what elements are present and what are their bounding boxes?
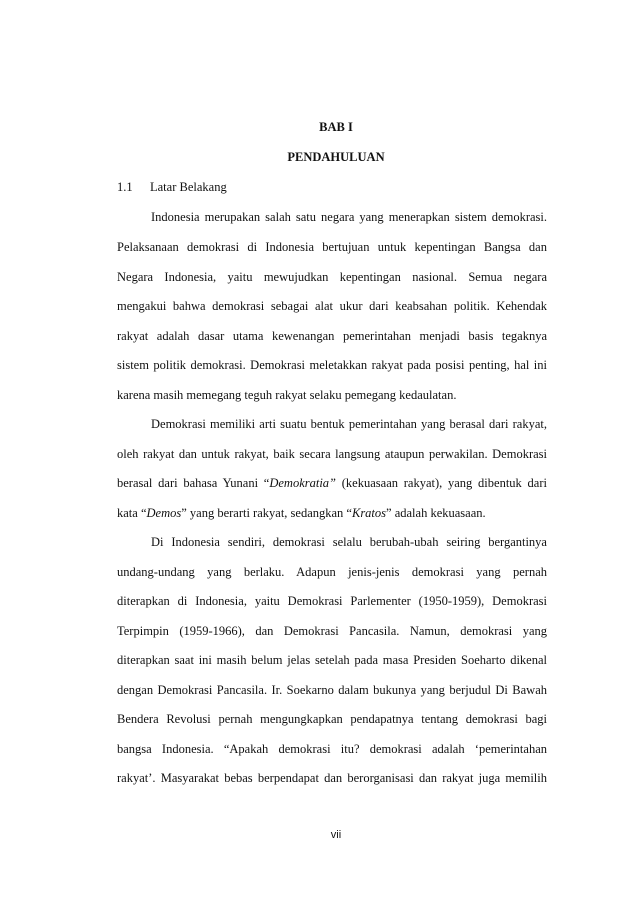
paragraph-3-line-5: diterapkan saat ini masih belum jelas setelah pada masa Presiden Soeharto dikenal [117,653,547,667]
paragraph-1-line-1: Indonesia merupakan salah satu negara yang menerapkan sistem demokrasi. [151,210,547,224]
chapter-heading: BAB I [319,120,353,134]
paragraph-2-line-1: Demokrasi memiliki arti suatu bentuk pemerintahan yang berasal dari rakyat, [151,417,547,431]
paragraph-3-line-7: Bendera Revolusi pernah mengungkapkan pendapatnya tentang demokrasi bagi [117,712,547,726]
paragraph-1-line-3: Negara Indonesia, yaitu mewujudkan kepentingan nasional. Semua negara [117,270,547,284]
text-run: berasal dari bahasa Yunani “ [117,476,270,490]
paragraph-3-line-1: Di Indonesia sendiri, demokrasi selalu berubah-ubah seiring bergantinya [151,535,547,549]
paragraph-2-line-2: oleh rakyat dan untuk rakyat, baik secara langsung ataupun perwakilan. Demokrasi [117,447,547,461]
paragraph-3-line-2: undang-undang yang berlaku. Adapun jenis-jenis demokrasi yang pernah [117,565,547,579]
section-number: 1.1 [117,180,133,194]
text-run: ” adalah kekuasaan. [386,506,486,520]
italic-term: Demokratia” [269,476,337,490]
page-number: vii [330,829,342,841]
section-title: Latar Belakang [150,180,227,194]
paragraph-1-line-4: mengakui bahwa demokrasi sebagai alat ukur dari keabsahan politik. Kehendak [117,299,547,313]
paragraph-1-line-5: rakyat adalah dasar utama kewenangan pemerintahan menjadi basis tegaknya [117,329,547,343]
section-heading [117,180,227,195]
paragraph-2-line-3 [117,475,547,491]
paragraph-3-line-3: diterapkan di Indonesia, yaitu Demokrasi Parlementer (1950-1959), Demokrasi [117,594,547,608]
paragraph-1-line-6: sistem politik demokrasi. Demokrasi meletakkan rakyat pada posisi penting, hal ini [117,358,547,372]
paragraph-3-line-6: dengan Demokrasi Pancasila. Ir. Soekarno dalam bukunya yang berjudul Di Bawah [117,683,547,697]
chapter-title: PENDAHULUAN [287,150,385,164]
text-run: (kekuasaan rakyat), yang dibentuk dari [336,476,547,490]
paragraph-2-line-4 [117,505,547,521]
paragraph-3-line-8: bangsa Indonesia. “Apakah demokrasi itu? demokrasi adalah ‘pemerintahan [117,742,547,756]
italic-term: Kratos [351,506,387,520]
paragraph-1-line-7: karena masih memegang teguh rakyat selaku pemegang kedaulatan. [117,388,457,402]
paragraph-3-line-9: rakyat’. Masyarakat bebas berpendapat dan berorganisasi dan rakyat juga memilih [117,771,547,785]
text-run: ” yang berarti rakyat, sedangkan “ [181,506,352,520]
text-run: kata “ [117,506,147,520]
paragraph-1-line-2: Pelaksanaan demokrasi di Indonesia bertujuan untuk kepentingan Bangsa dan [117,240,547,254]
paragraph-3-line-4: Terpimpin (1959-1966), dan Demokrasi Pancasila. Namun, demokrasi yang [117,624,547,638]
italic-term: Demos [146,506,182,520]
